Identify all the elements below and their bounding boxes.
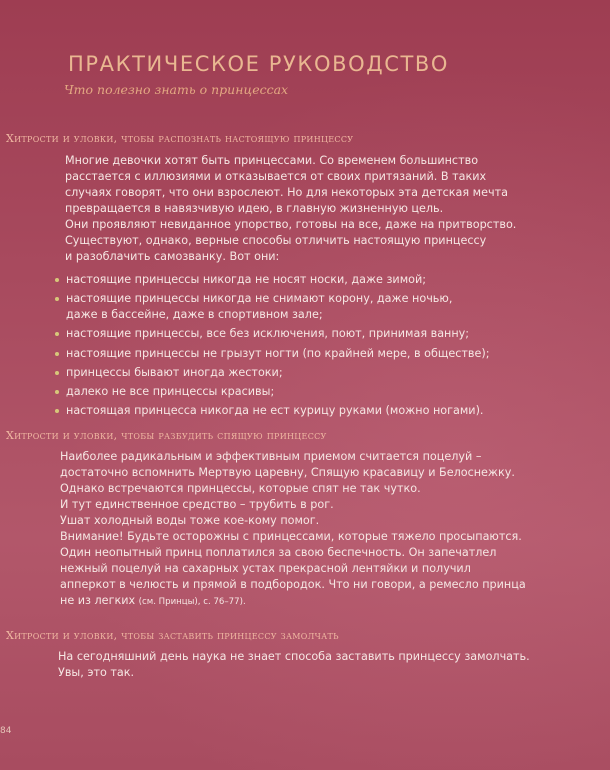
paragraph-line: Они проявляют невиданное упорство, готовы на все, даже на притворство. — [65, 218, 517, 231]
list-item: настоящие принцессы никогда не снимают корону, даже ночью, даже в бассейне, даже в спортивном зале; — [55, 291, 595, 323]
paragraph-line: и разоблачить самозванку. Вот они: — [65, 250, 280, 263]
paragraph-line: Наиболее радикальным и эффективным приемом считается поцелуй – — [60, 450, 482, 463]
paragraph-line: Однако встречаются принцессы, которые спят не так чутко. — [60, 482, 421, 495]
bullet-dot-icon — [55, 352, 59, 356]
bullet-dot-icon — [55, 297, 59, 301]
paragraph-line: расстается с иллюзиями и отказывается от своих притязаний. В таких — [65, 170, 487, 183]
paragraph-line: Увы, это так. — [58, 666, 135, 679]
list-item: настоящие принцессы никогда не носят носки, даже зимой; — [55, 272, 595, 288]
paragraph-line: Ушат холодный воды тоже кое-кому помог. — [60, 514, 320, 527]
bullet-dot-icon — [55, 390, 59, 394]
paragraph-line: И тут единственное средство – трубить в рог. — [60, 498, 334, 511]
bullet-dot-icon — [55, 409, 59, 413]
list-item: настоящие принцессы не грызут ногти (по крайней мере, в обществе); — [55, 346, 595, 362]
bullet-dot-icon — [55, 278, 59, 282]
bullet-dot-icon — [55, 371, 59, 375]
bullet-list — [55, 272, 595, 422]
paragraph-line: Внимание! Будьте осторожны с принцессами, которые тяжело просыпаются. — [60, 530, 522, 543]
list-item: принцессы бывают иногда жестоки; — [55, 365, 595, 381]
section-heading-silence: Хитрости и уловки, чтобы заставить принцессу замолчать — [6, 629, 339, 642]
paragraph-line: достаточно вспомнить Мертвую царевну, Спящую красавицу и Белоснежку. — [60, 466, 515, 479]
section-text-wake — [60, 449, 590, 610]
list-item: далеко не все принцессы красивы; — [55, 384, 595, 400]
section-text-recognize — [65, 153, 595, 265]
paragraph-line: Многие девочки хотят быть принцессами. Со временем большинство — [65, 154, 479, 167]
section-text-silence — [58, 649, 588, 681]
list-item: настоящая принцесса никогда не ест курицу руками (можно ногами). — [55, 403, 595, 419]
paragraph-line: случаях говорят, что они взрослеют. Но для некоторых эта детская мечта — [65, 186, 508, 199]
paragraph-line: На сегодняшний день наука не знает способа заставить принцессу замолчать. — [58, 650, 530, 663]
cross-reference: (см. Принцы), с. 76–77). — [138, 597, 246, 607]
bullet-dot-icon — [55, 332, 59, 336]
page-number: 84 — [0, 726, 12, 736]
paragraph-line: нежный поцелуй на сахарных устах прекрасной лентяйки и получил — [60, 562, 471, 575]
page-title: ПРАКТИЧЕСКОЕ РУКОВОДСТВО — [68, 52, 450, 76]
section-heading-wake: Хитрости и уловки, чтобы разбудить спящую принцессу — [6, 429, 327, 442]
paragraph-line: апперкот в челюсть и прямой в подбородок. Что ни говори, а ремесло принца — [60, 578, 526, 591]
paragraph-line-with-reference: не из легких (см. Принцы), с. 76–77). — [60, 594, 246, 607]
list-item: настоящие принцессы, все без исключения, поют, принимая ванну; — [55, 326, 595, 342]
paragraph-line: Один неопытный принц поплатился за свою беспечность. Он запечатлел — [60, 546, 497, 559]
paragraph-line: превращается в навязчивую идею, в главную жизненную цель. — [65, 202, 444, 215]
section-heading-recognize: Хитрости и уловки, чтобы распознать настоящую принцессу — [6, 132, 354, 145]
page-subtitle: Что полезно знать о принцессах — [64, 82, 289, 97]
paragraph-line: Существуют, однако, верные способы отличить настоящую принцессу — [65, 234, 487, 247]
